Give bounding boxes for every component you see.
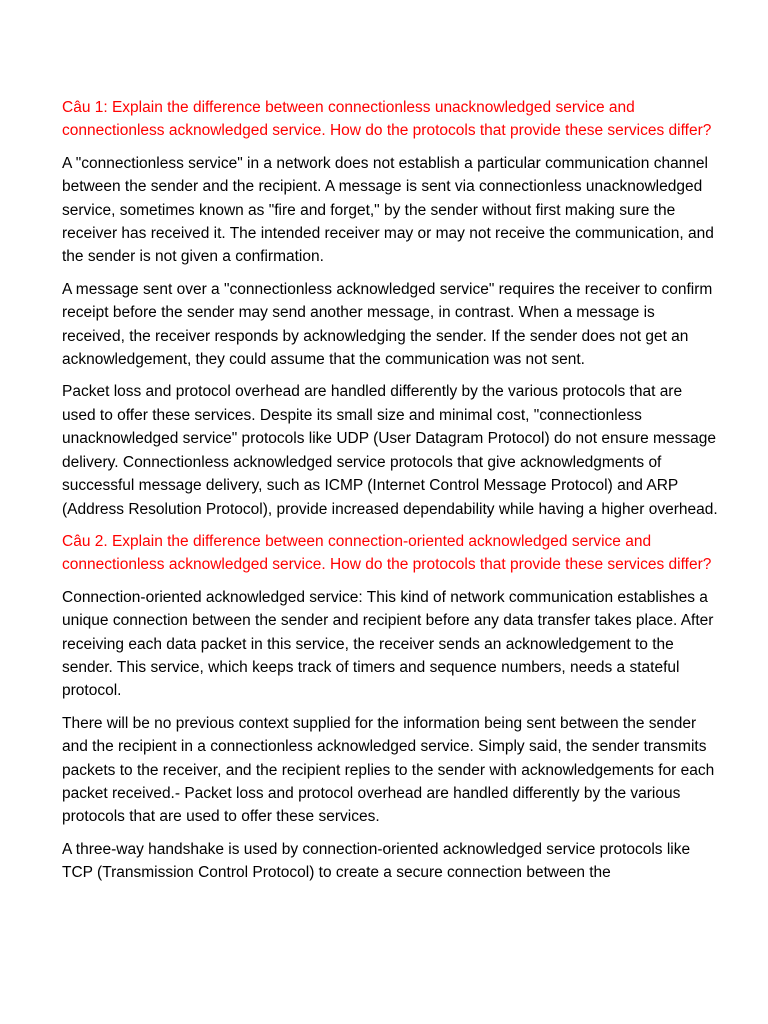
q2-paragraph-2: There will be no previous context supplied for the information being sent between the sender and the recipient in a connectionless acknowledged service. Simply said, the sender transmits packets to the receiver, and the recipient replies to the sender with acknowledgements for each packet received.- Packet loss and protocol overhead are handled differently by the various protocols that are used to offer these services.: [62, 714, 715, 826]
q2-paragraph-3: A three-way handshake is used by connection-oriented acknowledged service protocols like TCP (Transmission Control Protocol) to create a secure connection between the: [62, 840, 691, 882]
q1-paragraph-1: A "connectionless service" in a network does not establish a particular communication channel between the sender and the recipient. A message is sent via connectionless unacknowledged service, sometimes known as "fire and forget," by the sender without first making sure the receiver has received it. The intended receiver may or may not receive the communication, and the sender is not given a confirmation.: [62, 154, 714, 266]
q2-paragraph-1: Connection-oriented acknowledged service: This kind of network communication establishes a unique connection between the sender and recipient before any data transfer takes place. After receiving each data packet in this service, the receiver sends an acknowledgement to the sender. This service, which keeps track of timers and sequence numbers, needs a stateful protocol.: [62, 588, 714, 700]
q1-paragraph-3: Packet loss and protocol overhead are handled differently by the various protocols that are used to offer these services. Despite its small size and minimal cost, "connectionless unacknowledged service" protocols like UDP (User Datagram Protocol) do not ensure message delivery. Connectionless acknowledged service protocols that give acknowledgments of successful message delivery, such as ICMP (Internet Control Message Protocol) and ARP (Address Resolution Protocol), provide increased dependability while having a higher overhead.: [62, 383, 718, 518]
question-1-heading: Câu 1: Explain the difference between connectionless unacknowledged service and connectionless acknowledged service. How do the protocols that provide these services differ?: [62, 99, 712, 140]
question-2-heading: Câu 2. Explain the difference between connection-oriented acknowledged service and connectionless acknowledged service. How do the protocols that provide these services differ?: [62, 532, 712, 574]
document-page: [62, 96, 718, 894]
q1-paragraph-2: A message sent over a "connectionless acknowledged service" requires the receiver to confirm receipt before the sender may send another message, in contrast. When a message is received, the receiver responds by acknowledging the sender. If the sender does not get an acknowledgement, they could assume that the communication was not sent.: [62, 280, 713, 369]
